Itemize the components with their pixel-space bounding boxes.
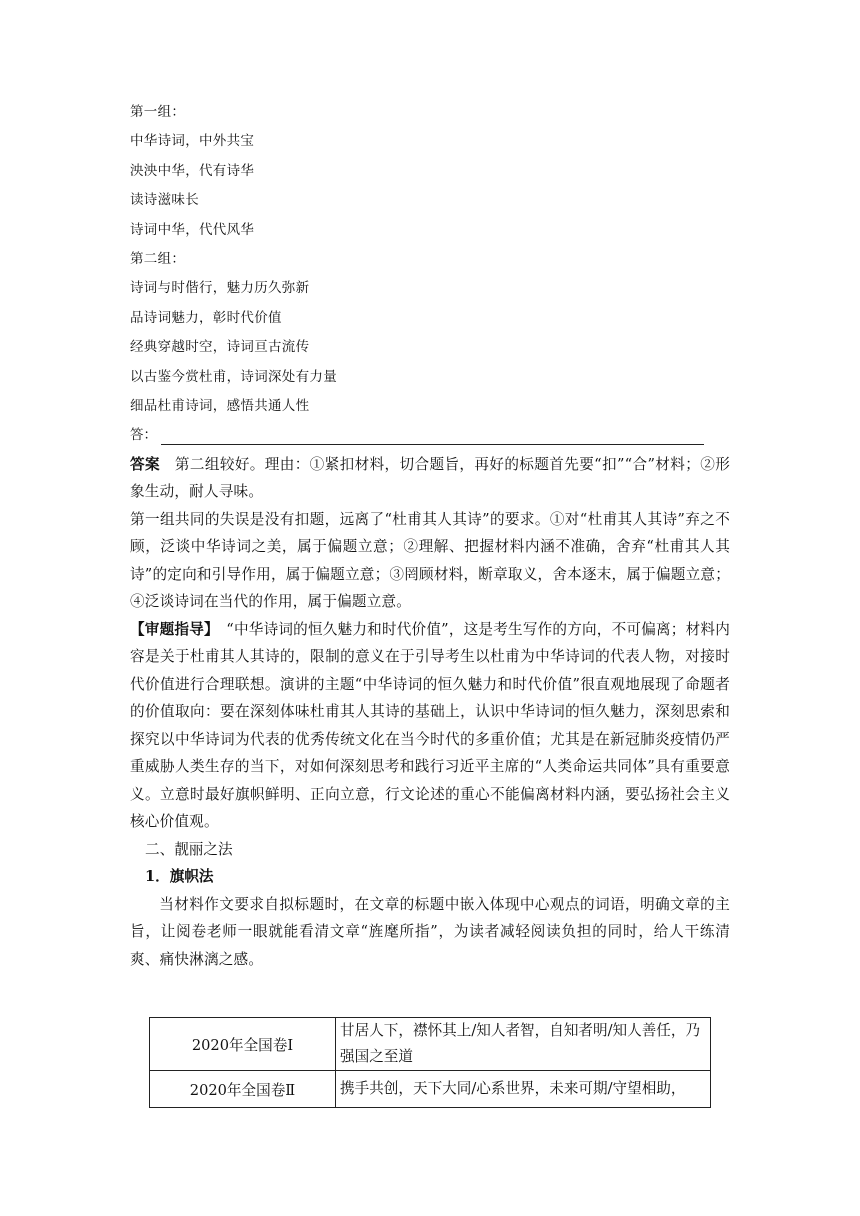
- guidance-tag: 【审题指导】: [130, 620, 212, 638]
- answer-paragraph: [130, 451, 730, 506]
- section-body: 当材料作文要求自拟标题时，在文章的标题中嵌入体现中心观点的词语，明确文章的主旨，让阅卷老师一眼就能看清文章“旌麾所指”，为读者减轻阅读负担的同时，给人干练清爽、痛快淋漓之感。: [130, 895, 730, 968]
- analysis-paragraph: 第一组共同的失误是没有扣题，远离了“杜甫其人其诗”的要求。①对“杜甫其人其诗”弃之不顾，泛谈中华诗词之美，属于偏题立意；②理解、把握材料内涵不准确，舍弃“杜甫其人其诗”的定向和引导作用，属于偏题立意；③罔顾材料，断章取义，舍本逐末，属于偏题立意；④泛谈诗词在当代的作用，属于偏题立意。: [130, 510, 730, 611]
- subsection-heading: 1．旗帜法: [145, 868, 214, 886]
- group1-item: 泱泱中华，代有诗华: [130, 162, 255, 179]
- table-row: [150, 1071, 711, 1108]
- content-column: [130, 98, 730, 973]
- examples-table: [149, 1017, 711, 1108]
- group2-item: 经典穿越时空，诗词亘古流传: [130, 339, 310, 356]
- group2-item: 品诗词魅力，彰时代价值: [130, 309, 282, 326]
- group1-label: 第一组：: [130, 104, 186, 120]
- table-cell-titles: 甘居人下，襟怀其上/知人者智，自知者明/知人善任，乃强国之至道: [336, 1018, 711, 1071]
- table-cell-year: 2020年全国卷Ⅱ: [150, 1071, 336, 1108]
- group1-item: 诗词中华，代代风华: [130, 221, 255, 238]
- group2-item: 以古鉴今赏杜甫，诗词深处有力量: [130, 368, 337, 385]
- table-cell-year: 2020年全国卷Ⅰ: [150, 1018, 336, 1071]
- group2-item: 细品杜甫诗词，感悟共通人性: [130, 397, 310, 414]
- group2-label: 第二组：: [130, 250, 186, 267]
- table-row: [150, 1018, 711, 1071]
- group1-item: 中华诗词，中外共宝: [130, 133, 255, 150]
- answer-text: 第二组较好。理由：①紧扣材料，切合题旨，再好的标题首先要“扣”“合”材料；②形象生动，耐人寻味。: [130, 455, 730, 501]
- answer-blank-line: [161, 444, 704, 445]
- table-cell-titles: 携手共创，天下大同/心系世界，未来可期/守望相助，: [336, 1071, 711, 1108]
- section-heading: 二、靓丽之法: [145, 840, 233, 858]
- guidance-paragraph: [130, 616, 730, 836]
- answer-tag: 答案: [130, 455, 160, 473]
- group1-item: 读诗滋味长: [130, 192, 199, 209]
- answer-prompt: 答：: [130, 427, 157, 444]
- group2-item: 诗词与时偕行，魅力历久弥新: [130, 280, 310, 297]
- guidance-text: “中华诗词的恒久魅力和时代价值”，这是考生写作的方向，不可偏离；材料内容是关于杜甫其人其诗的，限制的意义在于引导考生以杜甫为中华诗词的代表人物，对接时代价值进行合理联想。演讲的主题“中华诗词的恒久魅力和时代价值”很直观地展现了命题者的价值取向：要在深刻体味杜甫其人其诗的基础上，认识中华诗词的恒久魅力，深刻思索和探究以中华诗词为代表的优秀传统文化在当今时代的多重价值；尤其是在新冠肺炎疫情仍严重威胁人类生存的当下，对如何深刻思考和践行习近平主席的“人类命运共同体”具有重要意义。立意时最好旗帜鲜明、正向立意，行文论述的重心不能偏离材料内涵，要弘扬社会主义核心价值观。: [130, 620, 730, 831]
- answer-prompt-line: [130, 421, 730, 450]
